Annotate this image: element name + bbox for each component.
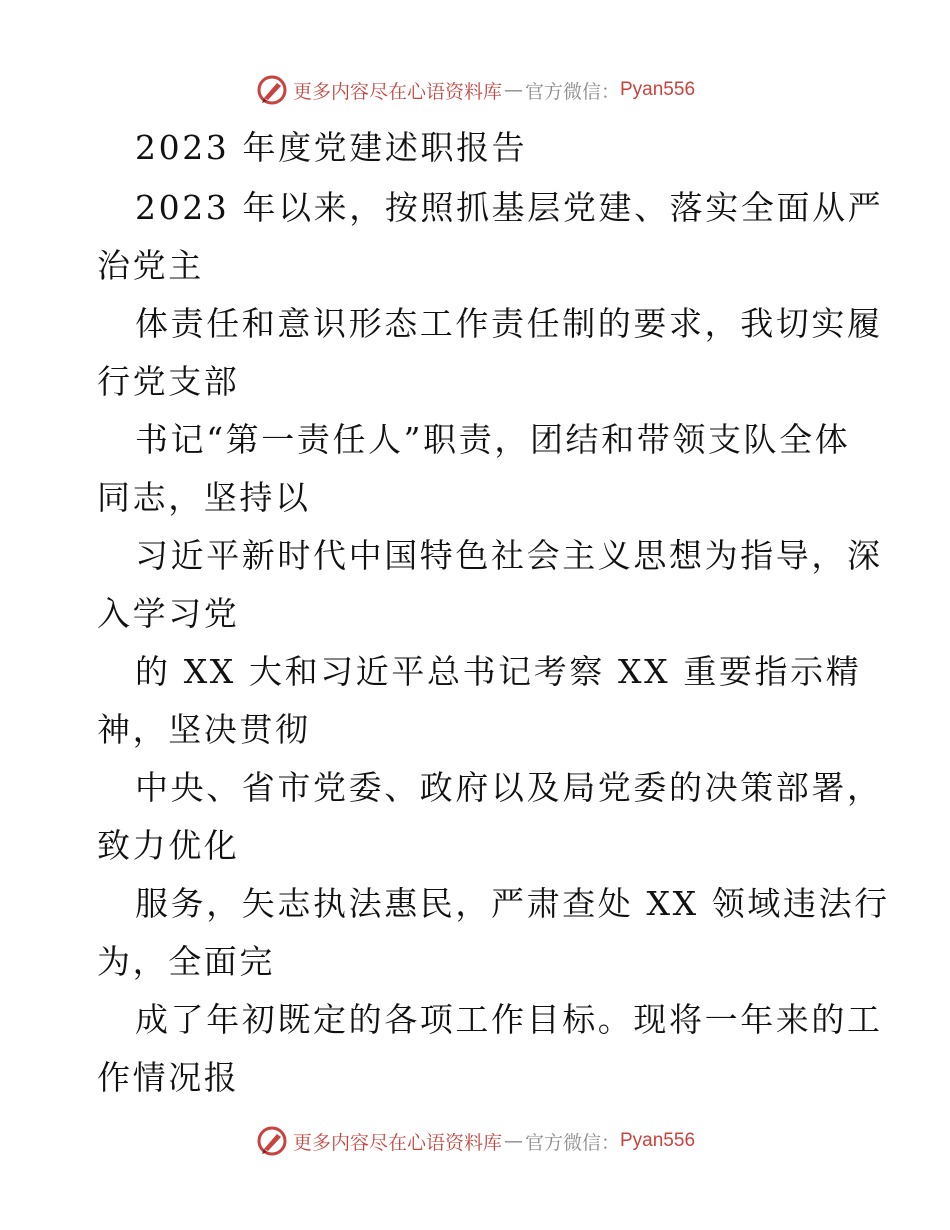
pen-logo-icon xyxy=(255,1124,289,1158)
text-line: 入学习党 xyxy=(97,594,240,633)
text-line: 中央、省市党委、政府以及局党委的决策部署， xyxy=(135,768,883,807)
text-line: 成了年初既定的各项工作目标。现将一年来的工 xyxy=(135,1000,883,1039)
text-line: 致力优化 xyxy=(97,826,240,865)
watermark-label: 官方微信： xyxy=(524,80,620,103)
watermark-account: Pyan556 xyxy=(620,1130,696,1151)
watermark-footer xyxy=(0,1121,950,1161)
text-line: 服务，矢志执法惠民，严肃查处 XX 领域违法行 xyxy=(135,884,890,923)
text-line: 体责任和意识形态工作责任制的要求，我切实履 xyxy=(135,304,883,343)
pen-logo-icon xyxy=(255,73,289,107)
text-line: 2023 年以来，按照抓基层党建、落实全面从严 xyxy=(135,188,884,227)
text-line: 为，全面完 xyxy=(97,942,275,981)
watermark-header xyxy=(0,70,950,110)
document-title: 2023 年度党建述职报告 xyxy=(135,128,528,167)
text-line: 作情况报 xyxy=(97,1058,240,1097)
text-line: 书记“第一责任人”职责，团结和带领支队全体 xyxy=(135,420,851,459)
text-line: 的 XX 大和习近平总书记考察 XX 重要指示精 xyxy=(135,652,862,691)
text-line: 同志，坚持以 xyxy=(97,478,311,517)
watermark-account: Pyan556 xyxy=(620,79,696,100)
watermark-label: 官方微信： xyxy=(524,1131,620,1154)
watermark-text: 更多内容尽在心语资料库 xyxy=(292,1131,502,1154)
text-line: 治党主 xyxy=(97,246,204,285)
text-line: 行党支部 xyxy=(97,362,240,401)
watermark-separator: — xyxy=(503,1130,523,1152)
text-line: 习近平新时代中国特色社会主义思想为指导，深 xyxy=(135,536,883,575)
watermark-text: 更多内容尽在心语资料库 xyxy=(292,80,502,103)
text-line: 神，坚决贯彻 xyxy=(97,710,311,749)
watermark-separator: — xyxy=(503,79,523,101)
